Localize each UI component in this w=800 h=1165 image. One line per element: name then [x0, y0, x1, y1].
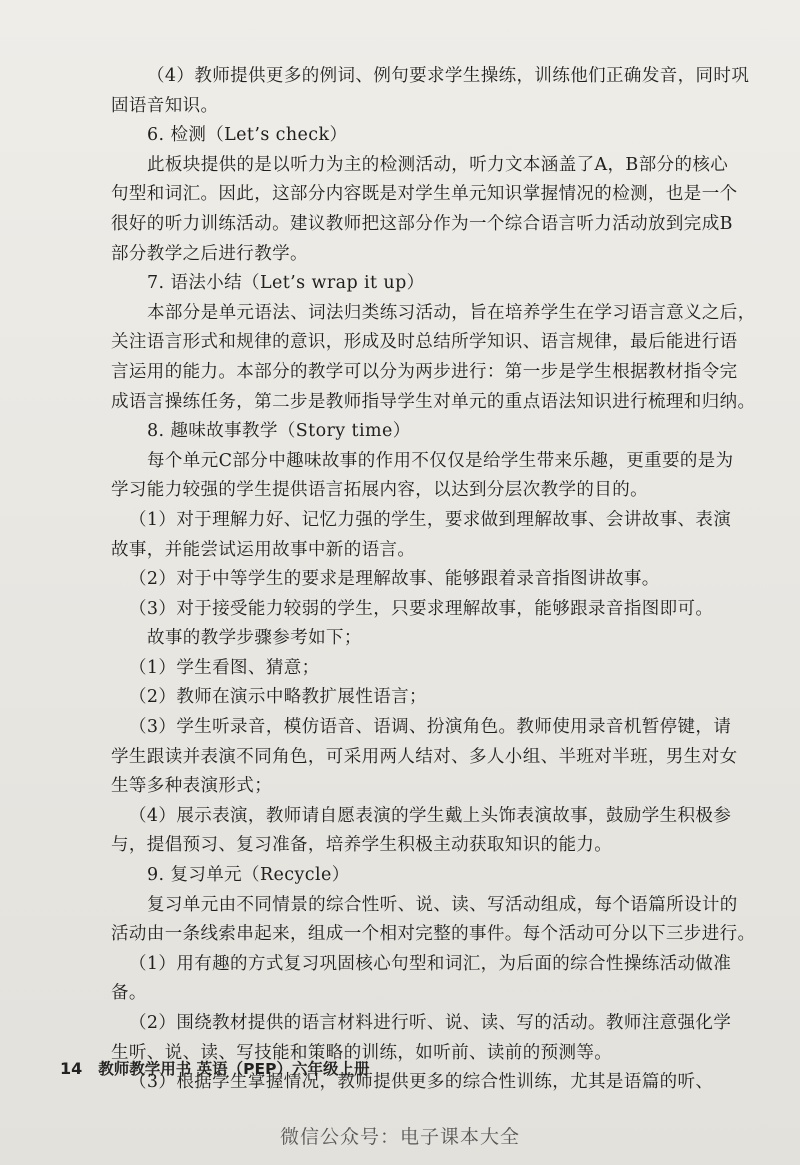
- text-line: 生听、说、读、写技能和策略的训练，如听前、读前的预测等。: [111, 1042, 613, 1063]
- section-heading: 7. 语法小结（Let’s wrap it up）: [147, 273, 425, 294]
- section-heading: 9. 复习单元（Recycle）: [147, 865, 350, 886]
- page-body: [111, 62, 756, 1098]
- section-heading: 6. 检测（Let’s check）: [147, 125, 348, 146]
- text-line: 句型和词汇。因此，这部分内容既是对学生单元知识掌握情况的检测，也是一个: [111, 184, 738, 205]
- text-line: 学习能力较强的学生提供语言拓展内容，以达到分层次教学的目的。: [111, 480, 648, 501]
- text-line: 复习单元由不同情景的综合性听、说、读、写活动组成，每个语篇所设计的: [147, 894, 738, 915]
- text-line: 活动由一条线索串起来，组成一个相对完整的事件。每个活动可分以下三步进行。: [111, 924, 756, 945]
- text-line: （2）围绕教材提供的语言材料进行听、说、读、写的活动。教师注意强化学: [129, 1013, 732, 1033]
- text-line: （3）对于接受能力较弱的学生，只要求理解故事，能够跟录音指图即可。: [129, 598, 714, 619]
- text-line: （3）学生听录音，模仿语音、语调、扮演角色。教师使用录音机暂停键，请: [129, 717, 732, 738]
- section-heading: 8. 趣味故事教学（Story time）: [147, 421, 411, 442]
- text-line: （1）学生看图、猜意；: [129, 657, 320, 678]
- text-line: （2）教师在演示中略教扩展性语言；: [129, 687, 427, 708]
- page-number: 14: [60, 1059, 83, 1078]
- text-line: 故事，并能尝试运用故事中新的语言。: [111, 539, 416, 560]
- text-line: 学生跟读并表演不同角色，可采用两人结对、多人小组、半班对半班，男生对女: [111, 746, 738, 767]
- text-line: 与，提倡预习、复习准备，培养学生积极主动获取知识的能力。: [111, 835, 613, 856]
- page-footer: [60, 1057, 560, 1079]
- text-line: 关注语言形式和规律的意识，形成及时总结所学知识、语言规律，最后能进行语: [111, 332, 738, 353]
- text-line: 固语音知识。: [111, 95, 219, 116]
- text-line: （3）根据学生掌握情况，教师提供更多的综合性训练，尤其是语篇的听、: [129, 1072, 714, 1093]
- text-line: 此板块提供的是以听力为主的检测活动，听力文本涵盖了A，B部分的核心: [147, 154, 729, 175]
- watermark-text: 微信公众号：电子课本大全: [279, 1126, 520, 1148]
- book-title: 教师教学用书 英语（PEP）六年级上册: [98, 1060, 370, 1078]
- text-line: 言运用的能力。本部分的教学可以分为两步进行：第一步是学生根据教材指令完: [111, 361, 738, 382]
- text-line: 部分教学之后进行教学。: [111, 243, 308, 264]
- text-line: 备。: [111, 983, 147, 1004]
- text-line: （1）用有趣的方式复习巩固核心句型和词汇，为后面的综合性操练活动做准: [129, 953, 732, 974]
- text-line: 成语言操练任务，第二步是教师指导学生对单元的重点语法知识进行梳理和归纳。: [111, 391, 756, 412]
- text-line: （4）展示表演，教师请自愿表演的学生戴上头饰表演故事，鼓励学生积极参: [129, 805, 732, 826]
- text-line: （1）对于理解力好、记忆力强的学生，要求做到理解故事、会讲故事、表演: [129, 509, 732, 530]
- text-line: 每个单元C部分中趣味故事的作用不仅仅是给学生带来乐趣，更重要的是为: [147, 450, 734, 471]
- text-line: （2）对于中等学生的要求是理解故事、能够跟着录音指图讲故事。: [129, 569, 660, 590]
- text-line: 本部分是单元语法、词法归类练习活动，旨在培养学生在学习语言意义之后，: [147, 302, 756, 323]
- text-line: （4）教师提供更多的例词、例句要求学生操练，训练他们正确发音，同时巩: [147, 66, 750, 86]
- text-line: 很好的听力训练活动。建议教师把这部分作为一个综合语言听力活动放到完成B: [111, 213, 733, 234]
- text-line: 故事的教学步骤参考如下；: [147, 628, 362, 649]
- text-line: 生等多种表演形式；: [111, 776, 273, 797]
